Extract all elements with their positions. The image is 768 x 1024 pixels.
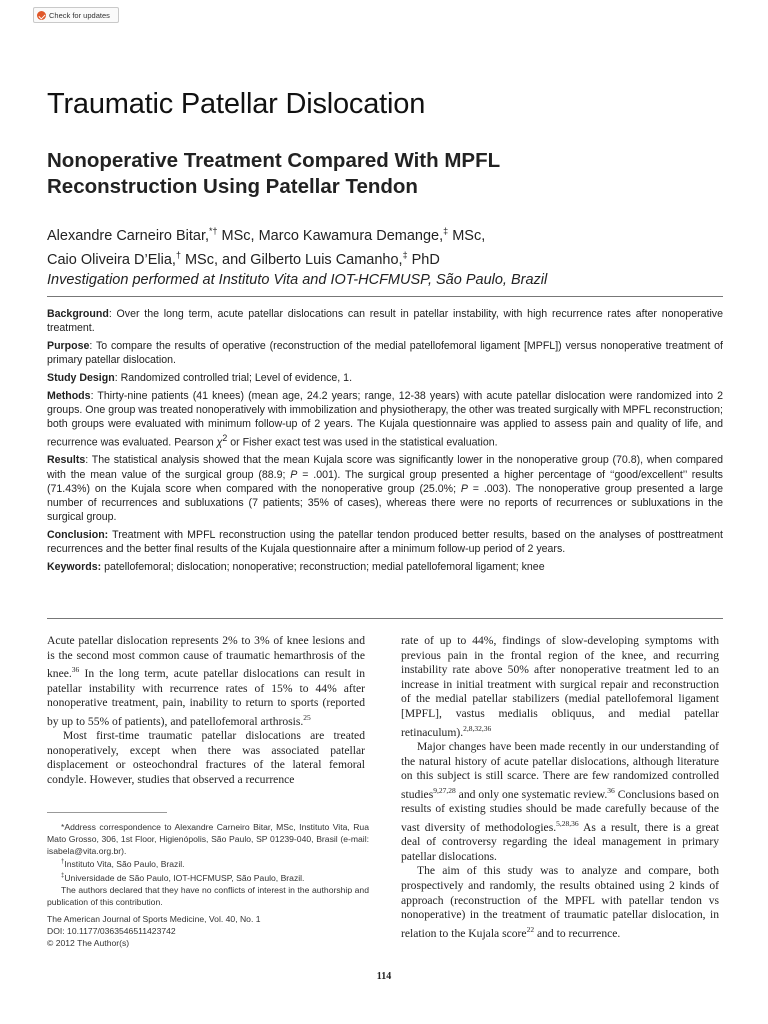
section-text: : Thirty-nine patients (41 knees) (mean age, 24.2 years; range, 12-38 years) with acute patellar dislocation were randomized into 2 groups. One group was treated nonoperatively with immobilization and physiotherapy, the other was treated surgically with MPFL reconstruction; both groups were evaluated with minimum follow-up of 2 years. The Kujala questionnaire was applied to assess pain and quality of life, and recurrence was evaluated. Pearson (47, 389, 723, 449)
author-name: MSc, and Gilberto Luis Camanho, (180, 252, 403, 269)
footnote-disclosure: The authors declared that they have no conflicts of interest in the authorship and publication of this contribution. (47, 884, 369, 907)
author-name: Alexandre Carneiro Bitar, (47, 227, 209, 244)
affiliation-mark: † (175, 250, 181, 261)
body-column-left (47, 634, 365, 788)
section-label: Purpose (47, 339, 90, 352)
author-degree: MSc, (448, 227, 486, 244)
abstract-bottom-rule (47, 618, 723, 619)
abstract-purpose (47, 339, 723, 367)
footnote-affiliation (47, 857, 369, 871)
citation-ref: 36 (71, 665, 80, 675)
section-text: = .001). The surgical group presented a higher percentage of ‘‘good/excellent’’ results (71.43%) on the Kujala score when compared with the nonoperative group (25.0%; (47, 468, 723, 495)
check-icon (37, 11, 46, 20)
paragraph-text: and only one systematic review. (455, 787, 608, 801)
section-label: Keywords: (47, 560, 102, 573)
check-for-updates-badge[interactable] (33, 7, 119, 23)
citation-ref: 9,27,28 (433, 785, 456, 795)
body-paragraph (401, 864, 719, 941)
body-paragraph: Most first-time traumatic patellar dislocations are treated nonoperatively, except when there was associated patellar displacement or osteochondral fractures of the lateral femoral condyle. However, studies that observed a recurrence (47, 729, 365, 787)
superscript: 2 (222, 433, 228, 444)
body-paragraph (47, 634, 365, 729)
citation-ref: 5,28,36 (556, 818, 579, 828)
p-symbol: P (460, 482, 468, 495)
abstract-study-design (47, 371, 723, 385)
section-text: patellofemoral; dislocation; nonoperative; reconstruction; medial patellofemoral ligament; knee (101, 560, 545, 573)
affiliation-mark: ‡ (402, 250, 408, 261)
section-text: : Randomized controlled trial; Level of evidence, 1. (114, 371, 353, 384)
footnote-rule (47, 812, 167, 813)
abstract-results (47, 453, 723, 524)
abstract-top-rule (47, 296, 723, 297)
paragraph-text: Major changes have been made recently in our understanding of the natural history of acute patellar dislocations, although literature on this subject is still scarce. There are few randomized controlled studies (401, 740, 719, 801)
journal-doi: DOI: 10.1177/0363546511423742 (47, 925, 176, 936)
paragraph-text: As a result, there is a great deal of controversy regarding the ideal management in primary patellar dislocations. (401, 820, 719, 863)
footnote-text: Universidade de São Paulo, IOT-HCFMUSP, São Paulo, Brazil. (64, 872, 305, 883)
article-title: Traumatic Patellar Dislocation (47, 88, 426, 120)
author-degree: PhD (407, 252, 440, 269)
section-label: Study Design (47, 371, 115, 384)
paragraph-text: and to recurrence. (534, 926, 621, 940)
article-subtitle (47, 148, 687, 200)
page-number: 114 (376, 971, 392, 982)
section-text: : The statistical analysis showed that the mean Kujala score was significantly lower in the nonoperative group (70.8), when compared with the mean value of the surgical group (88.9; (47, 454, 723, 481)
citation-ref: 36 (607, 785, 615, 795)
abstract-keywords (47, 560, 723, 574)
footnotes (47, 822, 369, 908)
author-list (47, 222, 727, 290)
institution-line: Investigation performed at Instituto Vita and IOT-HCFMUSP, São Paulo, Brazil (47, 271, 548, 288)
paragraph-text: Conclusions based on results of existing studies should be made carefully because of the vast diversity of methodologies. (401, 787, 720, 834)
subtitle-line-1: Nonoperative Treatment Compared With MPFL (47, 149, 501, 172)
affiliation-mark: ‡ (61, 873, 65, 880)
affiliation-mark: † (61, 859, 65, 866)
abstract-conclusion (47, 528, 723, 556)
abstract (47, 307, 723, 577)
section-label: Background (47, 308, 109, 320)
section-text: = .003). The nonoperative group presented a large number of recurrences and subluxations (7 patients; 35% of cases), whereas there were no reports of recurrences or subluxations in the surgical group. (47, 482, 723, 524)
journal-name: The American Journal of Sports Medicine, Vol. 40, No. 1 (47, 914, 261, 924)
abstract-methods (47, 389, 723, 450)
author-name: MSc, Marco Kawamura Demange, (217, 227, 444, 244)
section-label: Methods (47, 389, 91, 402)
section-text: Treatment with MPFL reconstruction using the patellar tendon produced better results, based on the analyses of posttreatment recurrences and the better final results of the Kujala questionnaire after a minimum follow-up period of 2 years. (47, 528, 723, 556)
journal-copyright: © 2012 The Author(s) (47, 937, 130, 948)
subtitle-line-2: Reconstruction Using Patellar Tendon (47, 175, 418, 198)
section-label: Results (47, 454, 86, 467)
p-symbol: P (290, 468, 298, 481)
abstract-background (47, 307, 723, 335)
affiliation-mark: ‡ (443, 226, 449, 236)
affiliation-mark: *† (209, 226, 218, 236)
section-text: : Over the long term, acute patellar dislocations can result in patellar instability, with high recurrence rates after nonoperative treatment. (47, 308, 723, 335)
badge-label: Check for updates (49, 10, 110, 20)
section-text: : To compare the results of operative (reconstruction of the medial patellofemoral ligament [MPFL]) versus nonoperative treatment of primary patellar dislocation. (47, 339, 723, 367)
body-paragraph (401, 740, 719, 864)
citation-ref: 25 (303, 712, 311, 722)
author-name: Caio Oliveira D’Elia, (47, 252, 176, 269)
citation-ref: 2,8,32,36 (463, 723, 492, 733)
paragraph-text: The aim of this study was to analyze and compare, both prospectively and randomly, the results obtained using 2 kinds of approach (reconstruction of the MPFL with patellar tendon vs nonoperative) in the treatment of traumatic patellar dislocation, in relation to the Kujala score (401, 864, 719, 940)
chi-symbol: χ (216, 436, 223, 449)
paragraph-text: rate of up to 44%, findings of slow-developing symptoms with previous pain in the frontal region of the knee, and recurring instability rate above 50% after nonoperative treatment led to an increase in initial treatment with surgical repair and reconstruction of the medial patellar stabilizers (medial patellofemoral ligament [MPFL], vastus medialis obliquus, and medial patellar retinaculum). (401, 634, 719, 739)
journal-info (47, 914, 369, 949)
section-label: Conclusion: (47, 528, 109, 541)
section-text: or Fisher exact test was used in the statistical evaluation. (227, 436, 498, 449)
footnote-correspondence: *Address correspondence to Alexandre Carneiro Bitar, MSc, Instituto Vita, Rua Mato Grosso, 306, 1st Floor, Higienópolis, São Paulo, SP 01239-040, Brasil (e-mail: isabela@vita.org.br). (47, 822, 369, 856)
citation-ref: 22 (526, 924, 535, 934)
author-line-2 (47, 246, 727, 270)
paragraph-text: In the long term, acute patellar dislocations can result in patellar instability with recurrence rates of 15% to 44% after nonoperative treatment, pain, inability to return to sports (reported by up to 55% of patients), and patellofemoral arthrosis. (47, 667, 365, 728)
body-paragraph (401, 634, 719, 740)
author-line-1 (47, 222, 727, 246)
footnote-affiliation (47, 871, 369, 885)
paragraph-text: Acute patellar dislocation represents 2% to 3% of knee lesions and is the second most common cause of traumatic hemarthrosis of the knee. (47, 634, 365, 681)
footnote-text: Instituto Vita, São Paulo, Brazil. (64, 859, 185, 870)
body-column-right (401, 634, 719, 941)
